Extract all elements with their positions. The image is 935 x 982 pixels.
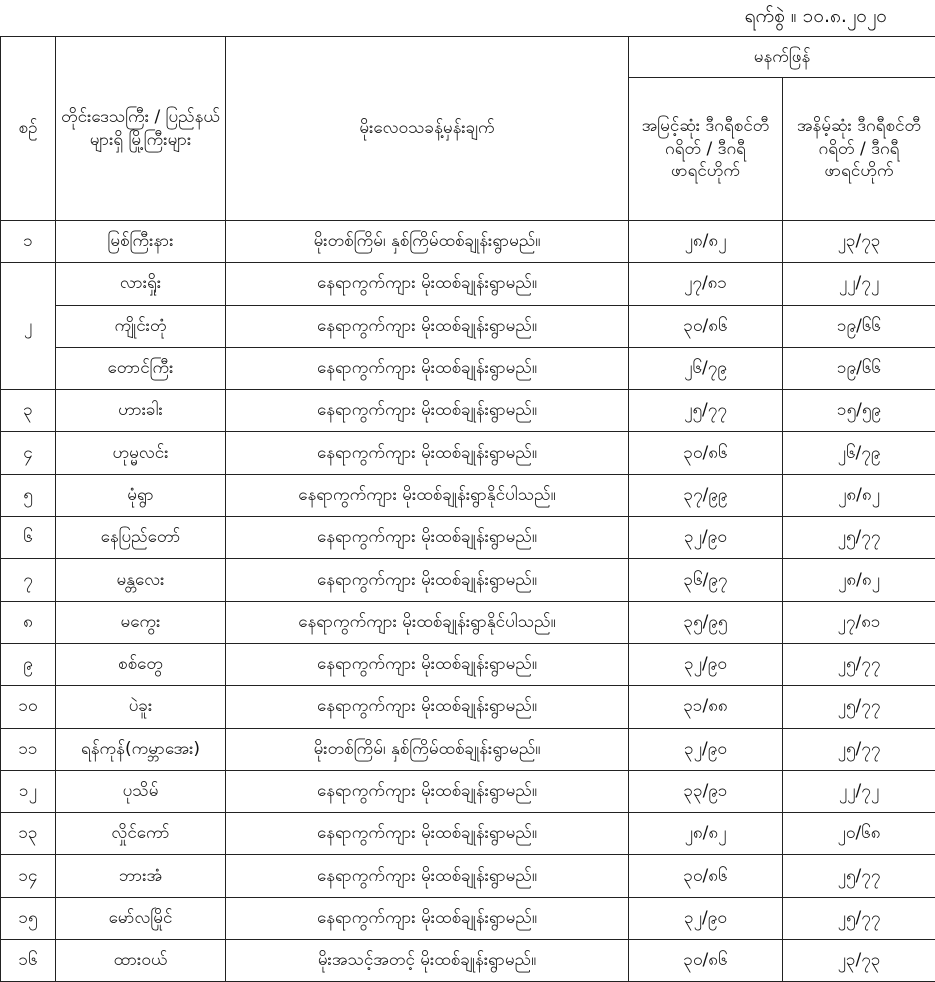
table-row <box>1 643 935 685</box>
table-row <box>1 347 935 389</box>
city-cell: ပုသိမ် <box>56 770 226 812</box>
header-temp-group: မနက်ဖြန် <box>629 37 935 78</box>
row-number: ၁၁ <box>1 728 56 770</box>
min-temp-cell: ၁၉/၆၆ <box>783 347 935 389</box>
min-temp-cell: ၂၈/၈၂ <box>783 474 935 516</box>
city-cell: ဘားအံ <box>56 855 226 897</box>
max-temp-cell: ၂၈/၈၂ <box>629 813 783 855</box>
header-min-temp: အနိမ့်ဆုံး ဒီဂရီစင်တီဂရိတ် / ဒီဂရီဖာရင်ဟိုက် <box>783 78 935 221</box>
max-temp-cell: ၃၅/၉၅ <box>629 601 783 643</box>
table-row <box>1 855 935 897</box>
table-row <box>1 221 935 263</box>
row-number: ၁၆ <box>1 940 56 982</box>
row-number: ၁ <box>1 221 56 263</box>
table-row <box>1 390 935 432</box>
forecast-cell: နေရာကွက်ကျား မိုးထစ်ချုန်းရွာမည်။ <box>226 897 629 939</box>
table-row <box>1 813 935 855</box>
max-temp-cell: ၃၂/၉၀ <box>629 643 783 685</box>
forecast-cell: နေရာကွက်ကျား မိုးထစ်ချုန်းရွာမည်။ <box>226 263 629 305</box>
max-temp-cell: ၂၅/၇၇ <box>629 390 783 432</box>
city-cell: မြစ်ကြီးနား <box>56 221 226 263</box>
city-cell: မကွေး <box>56 601 226 643</box>
row-number: ၂ <box>1 263 56 390</box>
row-number: ၆ <box>1 517 56 559</box>
min-temp-cell: ၂၈/၈၂ <box>783 559 935 601</box>
city-cell: ရန်ကုန်(ကမ္ဘာအေး) <box>56 728 226 770</box>
max-temp-cell: ၃၆/၉၇ <box>629 559 783 601</box>
header-no: စဉ် <box>1 37 56 221</box>
row-number: ၈ <box>1 601 56 643</box>
row-number: ၇ <box>1 559 56 601</box>
min-temp-cell: ၁၉/၆၆ <box>783 305 935 347</box>
max-temp-cell: ၃၀/၈၆ <box>629 432 783 474</box>
min-temp-cell: ၂၅/၇၇ <box>783 517 935 559</box>
min-temp-cell: ၂၀/၆၈ <box>783 813 935 855</box>
forecast-table <box>0 36 935 982</box>
max-temp-cell: ၂၇/၈၁ <box>629 263 783 305</box>
table-row <box>1 601 935 643</box>
city-cell: ပဲခူး <box>56 686 226 728</box>
forecast-cell: နေရာကွက်ကျား မိုးထစ်ချုန်းရွာမည်။ <box>226 643 629 685</box>
table-row <box>1 263 935 305</box>
row-number: ၁၂ <box>1 770 56 812</box>
city-cell: လားရှိုး <box>56 263 226 305</box>
min-temp-cell: ၂၅/၇၇ <box>783 686 935 728</box>
city-cell: မန္တလေး <box>56 559 226 601</box>
min-temp-cell: ၂၂/၇၂ <box>783 770 935 812</box>
min-temp-cell: ၂၃/၇၃ <box>783 940 935 982</box>
min-temp-cell: ၂၂/၇၂ <box>783 263 935 305</box>
city-cell: ထားဝယ် <box>56 940 226 982</box>
forecast-cell: မိုးအသင့်အတင့် မိုးထစ်ချုန်းရွာမည်။ <box>226 940 629 982</box>
table-row <box>1 474 935 516</box>
min-temp-cell: ၂၃/၇၃ <box>783 221 935 263</box>
forecast-cell: နေရာကွက်ကျား မိုးထစ်ချုန်းရွာမည်။ <box>226 813 629 855</box>
min-temp-cell: ၂၅/၇၇ <box>783 643 935 685</box>
forecast-cell: နေရာကွက်ကျား မိုးထစ်ချုန်းရွာနိုင်ပါသည်။ <box>226 474 629 516</box>
forecast-cell: နေရာကွက်ကျား မိုးထစ်ချုန်းရွာမည်။ <box>226 305 629 347</box>
city-cell: ကျိုင်းတုံ <box>56 305 226 347</box>
max-temp-cell: ၃၁/၈၈ <box>629 686 783 728</box>
city-cell: စစ်တွေ <box>56 643 226 685</box>
table-body <box>1 221 935 982</box>
forecast-cell: နေရာကွက်ကျား မိုးထစ်ချုန်းရွာမည်။ <box>226 770 629 812</box>
row-number: ၅ <box>1 474 56 516</box>
city-cell: မော်လမြိုင် <box>56 897 226 939</box>
row-number: ၁၅ <box>1 897 56 939</box>
table-row <box>1 305 935 347</box>
min-temp-cell: ၂၆/၇၉ <box>783 432 935 474</box>
table-row <box>1 770 935 812</box>
table-row <box>1 940 935 982</box>
forecast-cell: မိုးတစ်ကြိမ်၊ နှစ်ကြိမ်ထစ်ချုန်းရွာမည်။ <box>226 221 629 263</box>
row-number: ၉ <box>1 643 56 685</box>
min-temp-cell: ၂၅/၇၇ <box>783 855 935 897</box>
min-temp-cell: ၂၇/၈၁ <box>783 601 935 643</box>
max-temp-cell: ၂၆/၇၉ <box>629 347 783 389</box>
forecast-cell: နေရာကွက်ကျား မိုးထစ်ချုန်းရွာမည်။ <box>226 432 629 474</box>
forecast-cell: နေရာကွက်ကျား မိုးထစ်ချုန်းရွာမည်။ <box>226 347 629 389</box>
forecast-cell: နေရာကွက်ကျား မိုးထစ်ချုန်းရွာမည်။ <box>226 686 629 728</box>
forecast-cell: နေရာကွက်ကျား မိုးထစ်ချုန်းရွာမည်။ <box>226 390 629 432</box>
table-row <box>1 728 935 770</box>
table-row <box>1 686 935 728</box>
header-city: တိုင်းဒေသကြီး / ပြည်နယ်များရှိ မြို့ကြီးများ <box>56 37 226 221</box>
min-temp-cell: ၂၅/၇၇ <box>783 728 935 770</box>
min-temp-cell: ၂၅/၇၇ <box>783 897 935 939</box>
city-cell: ဟားခါး <box>56 390 226 432</box>
row-number: ၄ <box>1 432 56 474</box>
max-temp-cell: ၃၀/၈၆ <box>629 855 783 897</box>
city-cell: တောင်ကြီး <box>56 347 226 389</box>
forecast-cell: နေရာကွက်ကျား မိုးထစ်ချုန်းရွာနိုင်ပါသည်။ <box>226 601 629 643</box>
header-forecast: မိုးလေဝသခန့်မှန်းချက် <box>226 37 629 221</box>
row-number: ၁၃ <box>1 813 56 855</box>
city-cell: နေပြည်တော် <box>56 517 226 559</box>
max-temp-cell: ၃၂/၉၀ <box>629 517 783 559</box>
forecast-cell: နေရာကွက်ကျား မိုးထစ်ချုန်းရွာမည်။ <box>226 517 629 559</box>
table-row <box>1 897 935 939</box>
max-temp-cell: ၂၈/၈၂ <box>629 221 783 263</box>
row-number: ၁၄ <box>1 855 56 897</box>
city-cell: လှိုင်ကော် <box>56 813 226 855</box>
min-temp-cell: ၁၅/၅၉ <box>783 390 935 432</box>
forecast-cell: နေရာကွက်ကျား မိုးထစ်ချုန်းရွာမည်။ <box>226 559 629 601</box>
max-temp-cell: ၃၃/၉၁ <box>629 770 783 812</box>
row-number: ၃ <box>1 390 56 432</box>
max-temp-cell: ၃၇/၉၉ <box>629 474 783 516</box>
city-cell: ဟုမ္မလင်း <box>56 432 226 474</box>
header-max-temp: အမြင့်ဆုံး ဒီဂရီစင်တီဂရိတ် / ဒီဂရီဖာရင်ဟိုက် <box>629 78 783 221</box>
max-temp-cell: ၃၀/၈၆ <box>629 940 783 982</box>
max-temp-cell: ၃၂/၉၀ <box>629 897 783 939</box>
date-label: ရက်စွဲ ။ ၁၀.၈.၂၀၂၀ <box>745 4 887 32</box>
max-temp-cell: ၃၀/၈၆ <box>629 305 783 347</box>
table-row <box>1 559 935 601</box>
table-row <box>1 517 935 559</box>
max-temp-cell: ၃၂/၉၀ <box>629 728 783 770</box>
forecast-cell: မိုးတစ်ကြိမ်၊ နှစ်ကြိမ်ထစ်ချုန်းရွာမည်။ <box>226 728 629 770</box>
city-cell: မုံရွာ <box>56 474 226 516</box>
table-row <box>1 432 935 474</box>
row-number: ၁၀ <box>1 686 56 728</box>
forecast-cell: နေရာကွက်ကျား မိုးထစ်ချုန်းရွာမည်။ <box>226 855 629 897</box>
